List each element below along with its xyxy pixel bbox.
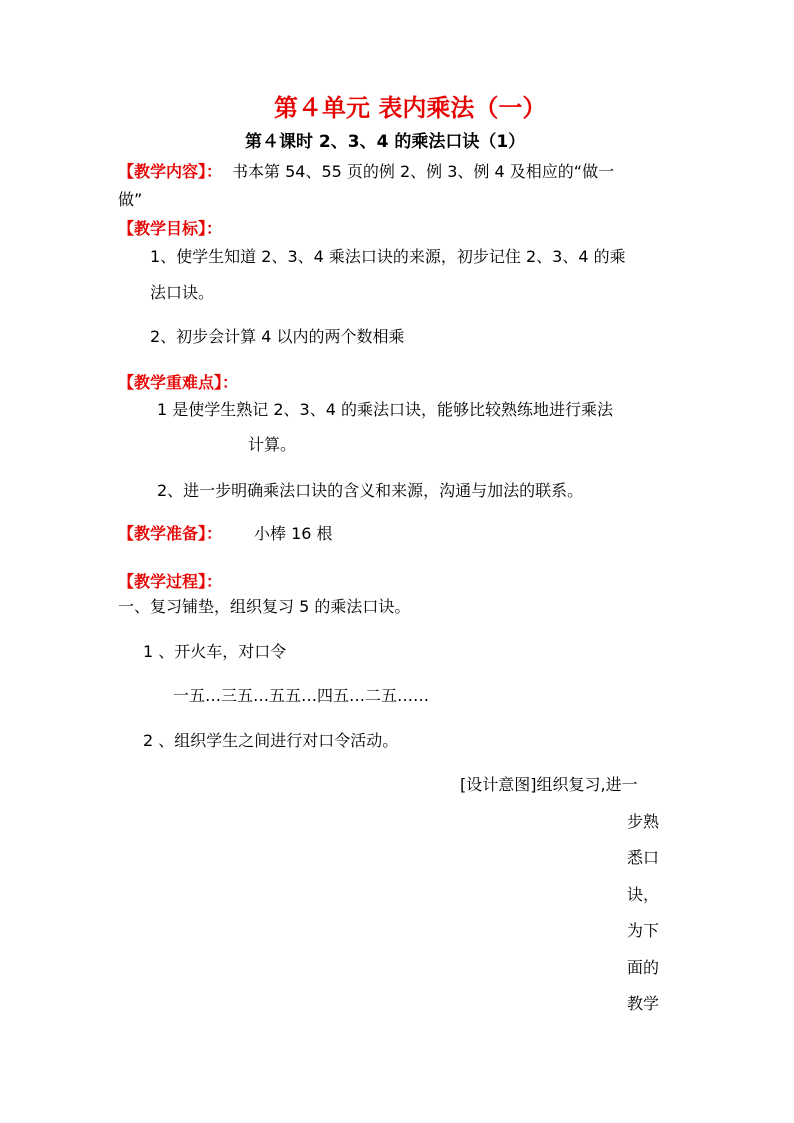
goals-item1-line1: 1、使学生知道 2、3、4 乘法口诀的来源，初步记住 2、3、4 的乘 — [150, 247, 626, 266]
process-step1-1: 1 、开火车，对口令 — [143, 642, 287, 661]
goals-item2: 2、初步会计算 4 以内的两个数相乘 — [150, 327, 405, 346]
goals-item1-line2: 法口诀。 — [150, 283, 215, 302]
process-heading: 【教学过程】： — [118, 572, 223, 591]
design-note-line6: 面的 — [627, 958, 660, 977]
content-text-line2: 做” — [118, 190, 143, 209]
preparation-text: 小棒 16 根 — [254, 524, 333, 543]
lesson-subtitle: 第４课时 2、3、4 的乘法口诀（1） — [245, 132, 526, 152]
key-points-item2: 2、进一步明确乘法口诀的含义和来源，沟通与加法的联系。 — [157, 481, 584, 500]
preparation-heading: 【教学准备】： — [118, 524, 223, 543]
design-note-line1: [设计意图]组织复习,进一 — [460, 775, 638, 794]
design-note-line4: 诀， — [627, 885, 660, 904]
design-note-line3: 悉口 — [627, 848, 660, 867]
content-text-line1: 书本第 54、55 页的例 2、例 3、例 4 及相应的“做一 — [232, 162, 615, 181]
process-step1: 一、复习铺垫，组织复习 5 的乘法口诀。 — [118, 597, 411, 616]
key-points-heading: 【教学重难点】： — [118, 373, 239, 392]
design-note-line7: 教学 — [627, 994, 660, 1013]
key-points-item1-line1: 1 是使学生熟记 2、3、4 的乘法口诀，能够比较熟练地进行乘法 — [157, 400, 613, 419]
process-chant: 一五…三五…五五…四五…二五…… — [173, 686, 430, 705]
content-heading: 【教学内容】： — [118, 162, 223, 181]
design-note-line5: 为下 — [627, 921, 660, 940]
goals-heading: 【教学目标】： — [118, 219, 223, 238]
unit-title: 第４单元 表内乘法（一） — [274, 94, 547, 122]
key-points-item1-line2: 计算。 — [248, 435, 297, 454]
design-note-line2: 步熟 — [627, 812, 660, 831]
process-step1-2: 2 、组织学生之间进行对口令活动。 — [143, 731, 399, 750]
